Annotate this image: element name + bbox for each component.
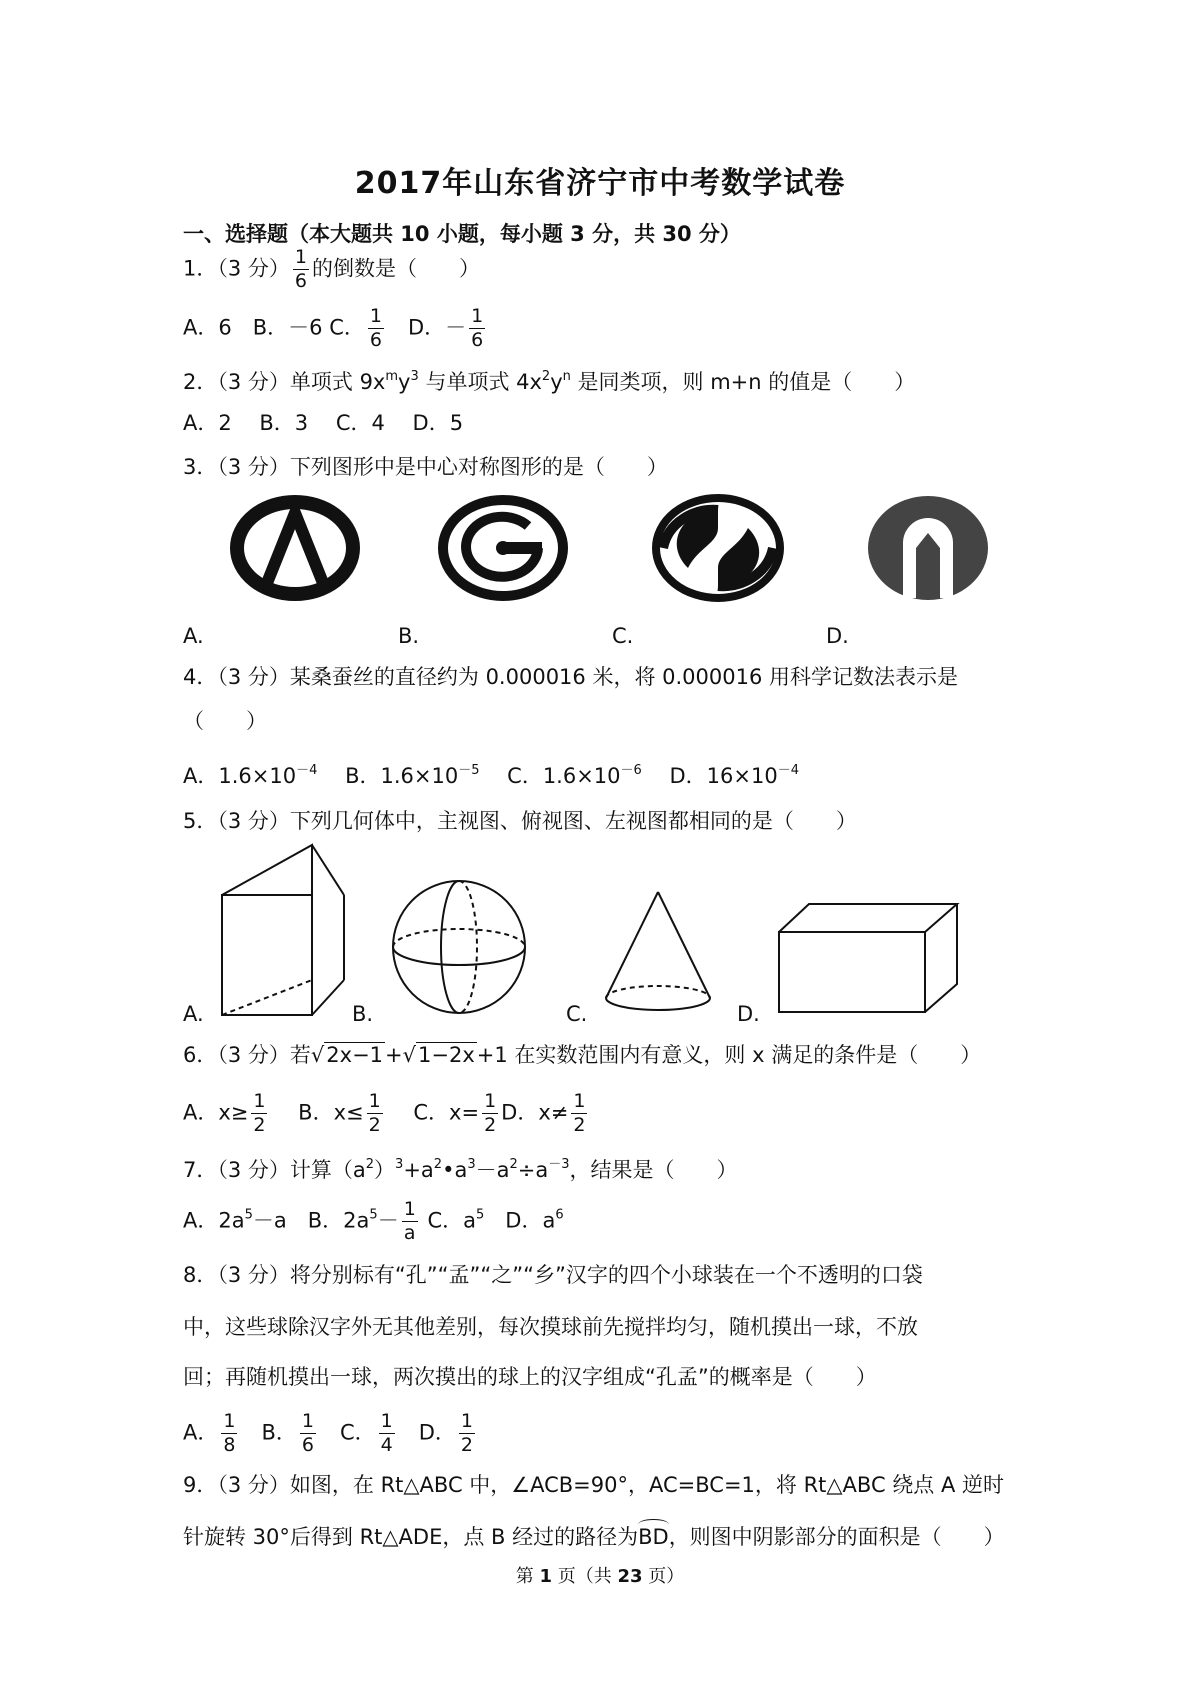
q3-figure-b [428, 488, 578, 608]
q3-label-b: B. [398, 624, 420, 648]
question-8-line-3: 回；再随机摸出一球，两次摸出的球上的汉字组成“孔孟”的概率是（ ） [183, 1365, 877, 1389]
q7-options: A．$2a^5-a$ B．$2a^5-$ $\frac{1}{a}$ C．$a^5$ D．$a^6$ [183, 1198, 564, 1244]
question-8-line-1: 8．（3 分）将分别标有“孔”“孟”“之”“乡”汉字的四个小球装在一个不透明的口袋 [183, 1263, 923, 1287]
q5-figure-cuboid [775, 900, 965, 1018]
q3-figure-d [858, 488, 998, 608]
section-heading: 一、选择题（本大题共 10 小题，每小题 3 分，共 30 分） [183, 222, 741, 246]
q1-prefix: 1．（3 分） [183, 256, 290, 281]
q3-figure-c [643, 488, 793, 608]
q3-label-c: C. [612, 624, 634, 648]
q1-option-a: A．6 [183, 315, 232, 340]
question-4: 4．（3 分）某桑蚕丝的直径约为 0.000016 米，将 0.000016 用科学记数法表示是 [183, 665, 958, 689]
q1-option-b: B．－6 [252, 315, 323, 340]
q1-option-c: C． [329, 315, 365, 340]
question-9-line-1: 9．（3 分）如图，在 Rt△ABC 中，∠ACB=90°，AC=BC=1，将 Rt△ABC 绕点 A 逆时 [183, 1473, 1005, 1497]
question-1 [183, 248, 480, 291]
question-8-line-2: 中，这些球除汉字外无其他差别，每次摸球前先搅拌均匀，随机摸出一球，不放 [183, 1315, 918, 1339]
q2-options: A．2 B．3 C．4 D．5 [183, 411, 464, 435]
q5-figure-prism [214, 840, 354, 1020]
q5-label-b: B. [352, 1002, 374, 1026]
q1-option-d: D．－ [407, 315, 467, 340]
q1-option-d-fraction: $\frac{1}{6}$ [471, 305, 484, 351]
q3-label-a: A. [183, 624, 204, 648]
page-title: 2017年山东省济宁市中考数学试卷 [354, 166, 846, 201]
q5-label-d: D. [737, 1002, 760, 1026]
q4-paren: （ ） [183, 709, 267, 733]
q1-text: 的倒数是（ ） [312, 256, 480, 281]
q1-option-c-fraction: $\frac{1}{6}$ [369, 305, 382, 351]
q6-options: A．x≥ $\frac{1}{2}$ B．x≤ $\frac{1}{2}$ C．x= $\frac{1}{2}$ D．x≠ $\frac{1}{2}$ [183, 1090, 586, 1136]
question-3: 3．（3 分）下列图形中是中心对称图形的是（ ） [183, 455, 668, 479]
question-9-line-2: 针旋转 30°后得到 Rt△ADE，点 B 经过的路径为BD，则图中阴影部分的面积是（ ） [183, 1522, 1005, 1552]
question-6: 6．（3 分）若√2x−1+√1−2x+1 在实数范围内有意义，则 x 满足的条件是（ ） [183, 1043, 982, 1067]
q5-label-a: A. [183, 1002, 204, 1026]
page-number: 1 [539, 1566, 552, 1587]
question-7: 7．（3 分）计算$(a^2)^3+a^2•a^3-a^2\div a^{-3}$，结果是（ ） [183, 1157, 738, 1182]
q1-fraction: $\frac{1}{6}$ [294, 246, 307, 292]
q5-label-c: C. [566, 1002, 588, 1026]
question-2: 2．（3 分）单项式 $9x^my^3$ 与单项式 $4x^2y^n$ 是同类项，则 m+n 的值是（ ） [183, 369, 916, 394]
q4-options: A．$1.6\times 10^{-4}$ B．$1.6\times 10^{-5}$ C．$1.6\times 10^{-6}$ D．$16\times 10^{-4}$ [183, 763, 800, 788]
q3-label-d: D. [826, 624, 849, 648]
q5-figure-sphere [388, 876, 530, 1018]
arc-bd: BD [638, 1522, 669, 1552]
total-pages: 23 [617, 1566, 643, 1587]
q3-figure-a [220, 488, 370, 608]
q8-options: A． $\frac{1}{8}$ B． $\frac{1}{6}$ C． $\frac{1}{4}$ D． $\frac{1}{2}$ [183, 1410, 474, 1456]
q5-figure-cone [598, 888, 718, 1018]
q1-options [183, 307, 488, 350]
page-footer: 第 1 页（共 23 页） [515, 1566, 685, 1587]
question-5: 5．（3 分）下列几何体中，主视图、俯视图、左视图都相同的是（ ） [183, 809, 857, 833]
